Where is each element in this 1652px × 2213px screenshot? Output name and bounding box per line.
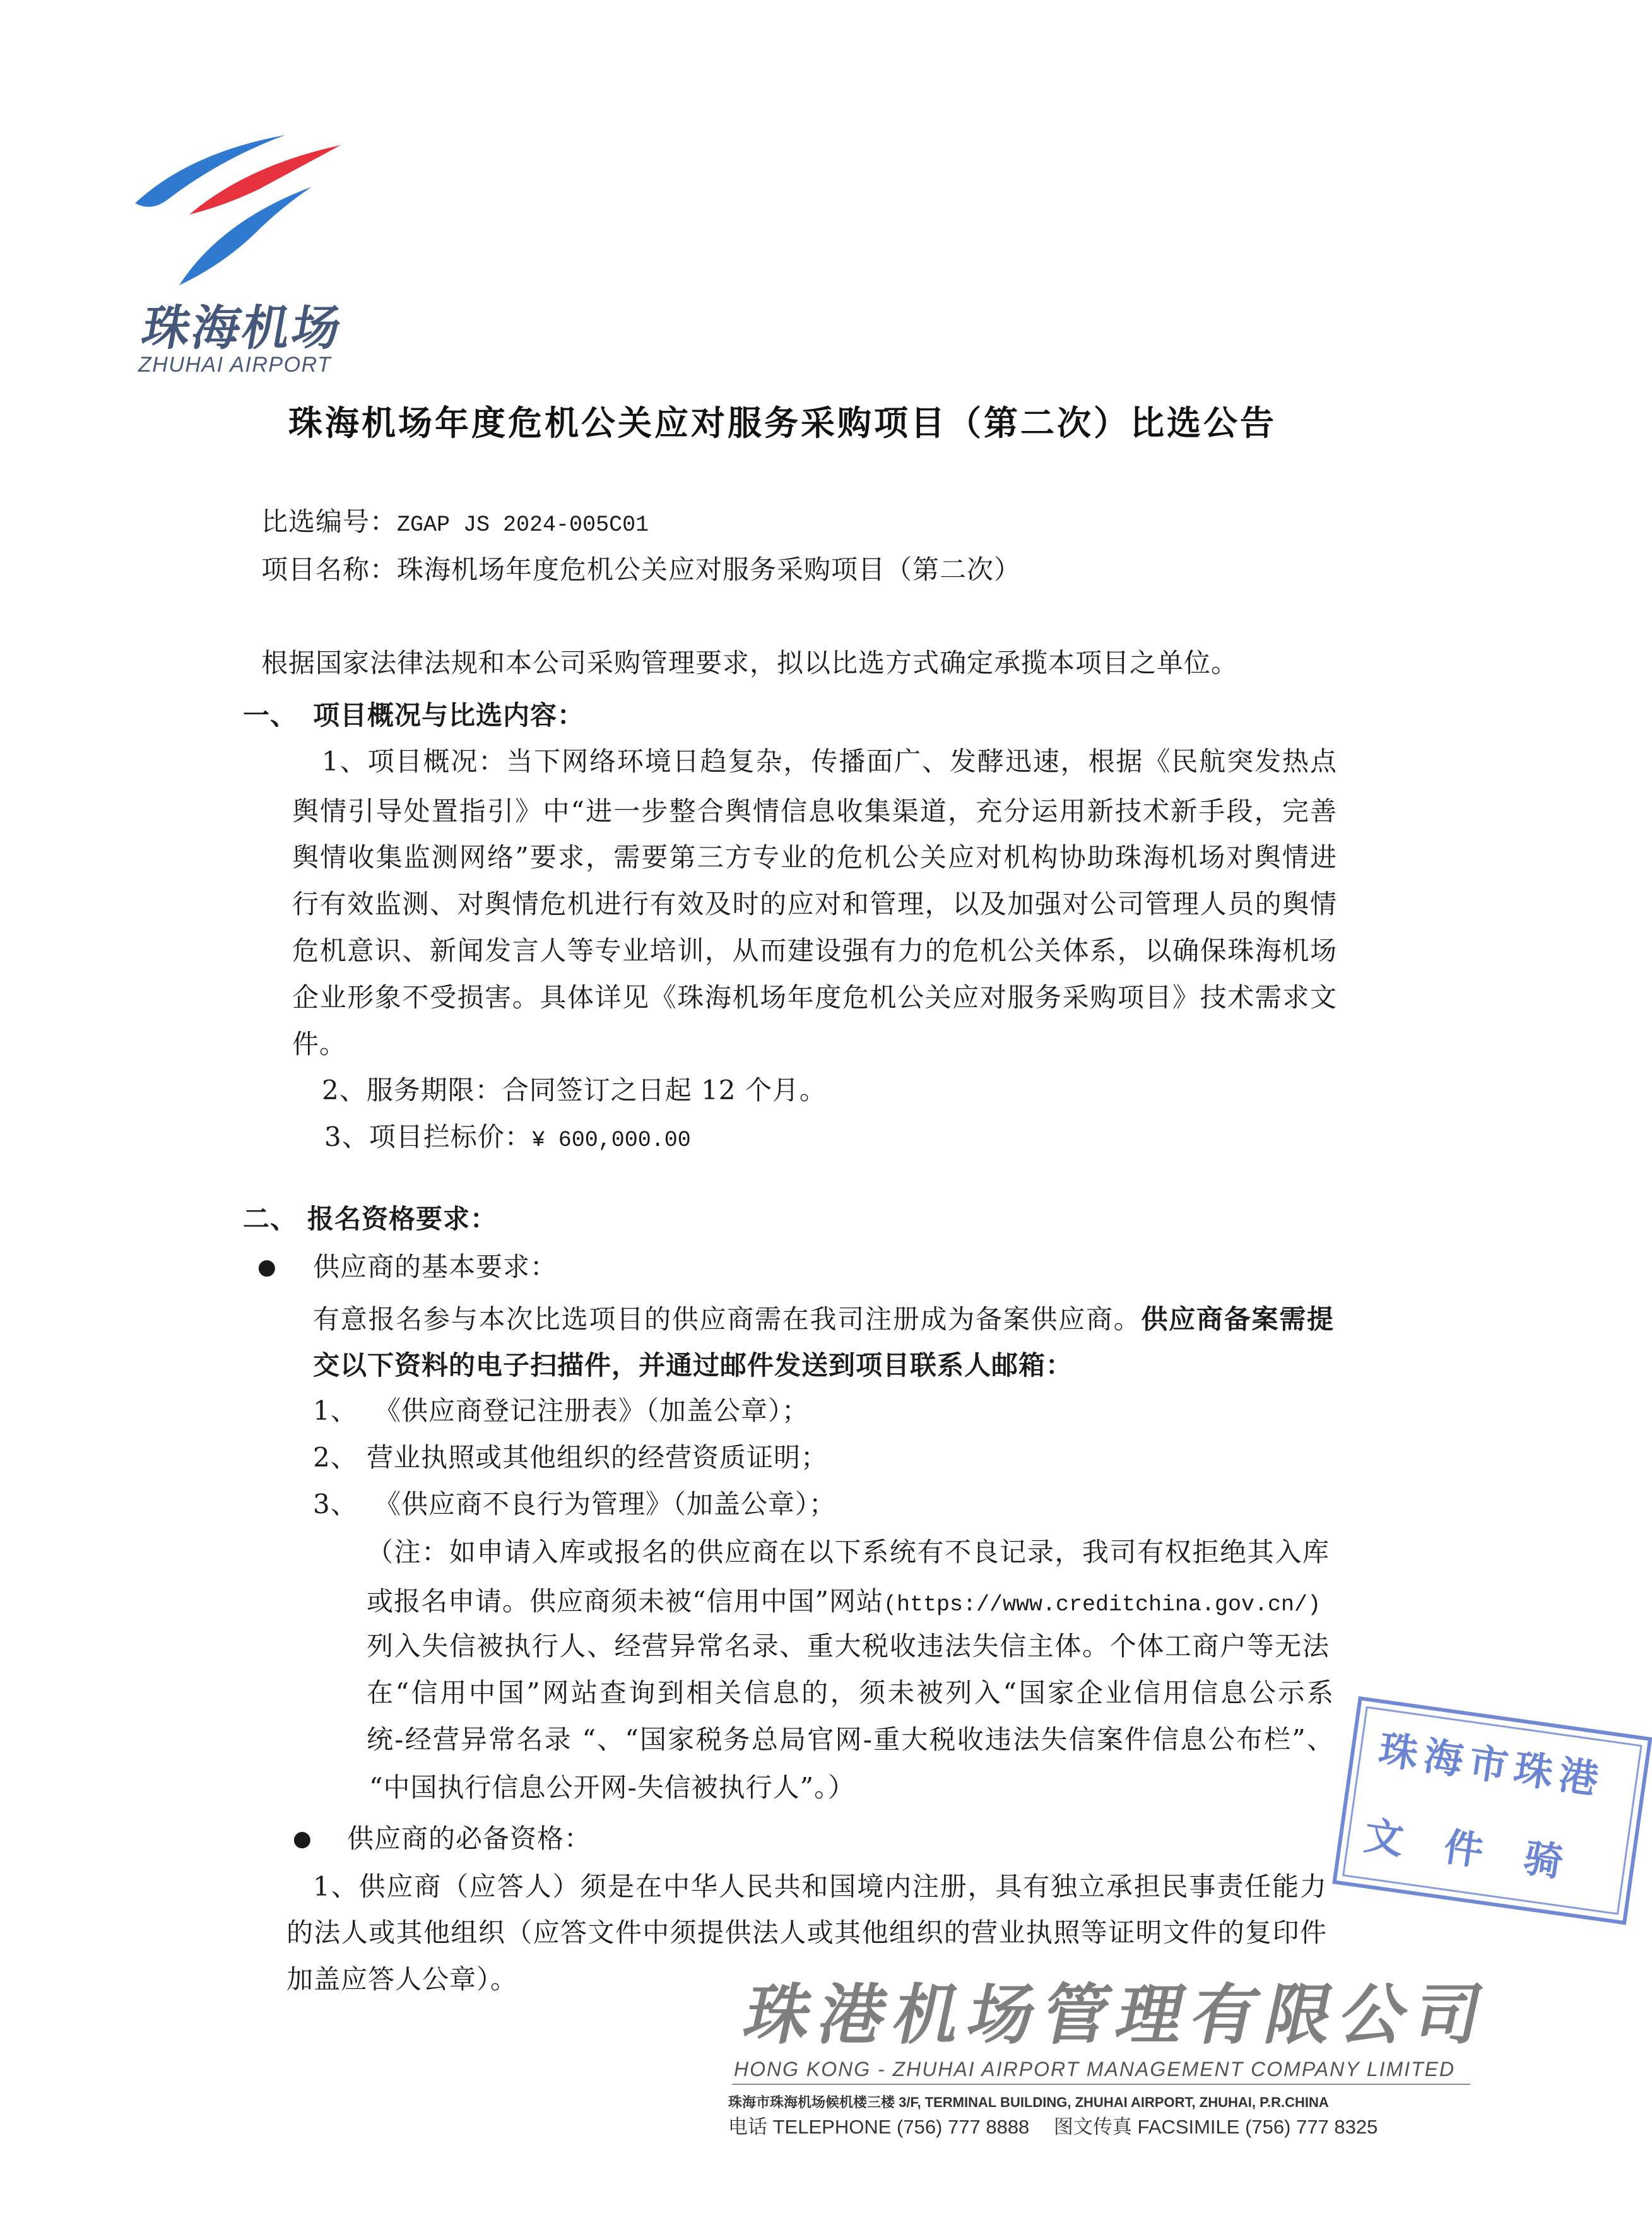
required-line: 加盖应答人公章）。 — [286, 1964, 518, 1995]
document-title: 珠海机场年度危机公关应对服务采购项目（第二次）比选公告 — [288, 403, 1277, 443]
overview-line: 危机意识、新闻发言人等专业培训，从而建设强有力的危机公关体系，以确保珠海机场 — [292, 935, 1336, 966]
basic-requirements-heading: 供应商的基本要求： — [313, 1251, 558, 1282]
section1-heading: 项目概况与比选内容： — [313, 700, 585, 731]
doc-item-text: 《供应商不良行为管理》（加盖公章）； — [374, 1489, 837, 1520]
fax-label: 图文传真 FACSIMILE — [1053, 2116, 1240, 2138]
note-line: “中国执行信息公开网-失信被执行人”。） — [369, 1772, 856, 1803]
doc-item-number: 1、 — [313, 1395, 358, 1426]
fax-number: (756) 777 8325 — [1245, 2116, 1378, 2138]
basic-intro-bold: 供应商备案需提 — [1141, 1304, 1333, 1335]
price-cap-label: 3、项目拦标价： — [324, 1121, 532, 1152]
basic-intro-line-bold: 交以下资料的电子扫描件，并通过邮件发送到项目联系人邮箱： — [313, 1350, 1073, 1381]
company-name-en: HONG KONG - ZHUHAI AIRPORT MANAGEMENT COMPANY LIMITED — [734, 2058, 1456, 2080]
intro-paragraph: 根据国家法律法规和本公司采购管理要求，拟以比选方式确定承揽本项目之单位。 — [261, 647, 1239, 678]
phone-number: (756) 777 8888 — [897, 2116, 1030, 2138]
note-line-text: 或报名申请。供应商须未被“信用中国”网站 — [367, 1586, 883, 1617]
stamp-border — [1332, 1696, 1652, 1925]
section2-heading: 报名资格要求： — [307, 1203, 498, 1234]
logo-blue-stripe-bottom — [179, 187, 312, 285]
doc-item-number: 2、 — [313, 1442, 358, 1473]
overview-line: 1、项目概况：当下网络环境日趋复杂，传播面广、发酵迅速，根据《民航突发热点 — [322, 746, 1336, 777]
company-contact — [728, 2115, 1378, 2139]
bid-number-value: ZGAP JS 2024-005C01 — [397, 512, 649, 538]
company-address: 珠海市珠海机场候机楼三楼 3/F, TERMINAL BUILDING, ZHUHAI AIRPORT, ZHUHAI, P.R.CHINA — [728, 2094, 1329, 2110]
doc-item-text: 营业执照或其他组织的经营资质证明； — [367, 1442, 829, 1473]
overview-line: 企业形象不受损害。具体详见《珠海机场年度危机公关应对服务采购项目》技术需求文 — [292, 982, 1336, 1013]
overview-line: 行有效监测、对舆情危机进行有效及时的应对和管理，以及加强对公司管理人员的舆情 — [292, 888, 1336, 919]
bullet-icon: ● — [293, 1826, 312, 1851]
creditchina-url: (https://www.creditchina.gov.cn/) — [883, 1592, 1321, 1617]
stamp-text-line1: 珠海市珠港 — [1376, 1726, 1608, 1804]
note-line: 列入失信被执行人、经营异常名录、重大税收违法失信主体。个体工商户等无法 — [367, 1631, 1329, 1661]
note-line — [367, 1586, 1321, 1620]
logo-red-stripe — [189, 145, 341, 215]
note-line: 统-经营异常名录 “、“国家税务总局官网-重大税收违法失信案件信息公布栏”、 — [367, 1724, 1333, 1755]
price-cap-value: ¥ 600,000.00 — [531, 1128, 691, 1153]
required-qualifications-heading: 供应商的必备资格： — [347, 1823, 592, 1854]
note-line: （注：如申请入库或报名的供应商在以下系统有不良记录，我司有权拒绝其入库 — [367, 1537, 1329, 1567]
bid-number-line — [261, 506, 649, 541]
bullet-icon: ● — [257, 1254, 277, 1280]
logo-name-cn: 珠海机场 — [138, 300, 347, 356]
stamp-text-line2: 文 件 骑 — [1361, 1812, 1580, 1888]
overview-line: 舆情引导处置指引》中“进一步整合舆情信息收集渠道，充分运用新技术新手段，完善 — [292, 796, 1336, 827]
doc-item-text: 《供应商登记注册表》（加盖公章）； — [374, 1395, 810, 1426]
company-name-cn: 珠港机场管理有限公司 — [737, 1976, 1499, 2053]
bid-number-label: 比选编号： — [261, 506, 398, 537]
basic-intro-normal: 有意报名参与本次比选项目的供应商需在我司注册成为备案供应商。 — [313, 1304, 1142, 1335]
overview-line: 件。 — [292, 1029, 347, 1059]
doc-item-number: 3、 — [313, 1489, 358, 1520]
price-cap-line — [324, 1121, 691, 1156]
logo-name-en: ZHUHAI AIRPORT — [138, 353, 332, 377]
airport-logo-mark — [126, 126, 353, 297]
section1-number: 一、 — [243, 700, 298, 731]
section2-number: 二、 — [243, 1203, 298, 1234]
project-name-line: 项目名称：珠海机场年度危机公关应对服务采购项目（第二次） — [261, 554, 1022, 585]
overview-line: 舆情收集监测网络”要求，需要第三方专业的危机公关应对机构协助珠海机场对舆情进 — [292, 842, 1336, 873]
required-line: 1、供应商（应答人）须是在中华人民共和国境内注册，具有独立承担民事责任能力 — [313, 1871, 1326, 1902]
seal-stamp — [1341, 1679, 1608, 1918]
footer-divider — [732, 2084, 1470, 2085]
note-line: 在“信用中国”网站查询到相关信息的，须未被列入“国家企业信用信息公示系 — [367, 1677, 1333, 1708]
phone-label: 电话 TELEPHONE — [728, 2116, 892, 2138]
service-period: 2、服务期限：合同签订之日起 12 个月。 — [322, 1075, 827, 1106]
basic-intro-line — [313, 1304, 1333, 1335]
required-line: 的法人或其他组织（应答文件中须提供法人或其他组织的营业执照等证明文件的复印件 — [286, 1917, 1326, 1948]
